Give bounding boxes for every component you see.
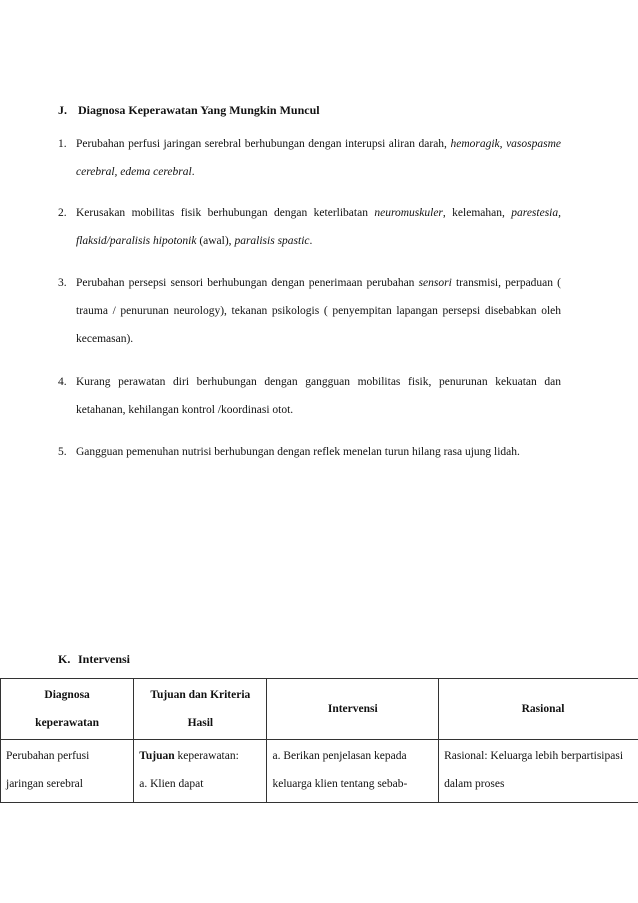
cell-intervensi-line2: keluarga klien tentang sebab- — [272, 778, 408, 790]
item-number: 3. — [58, 277, 67, 289]
cell-rasional-line2: dalam proses — [444, 778, 505, 790]
item-number: 2. — [58, 207, 67, 219]
header-rasional: Rasional — [439, 679, 638, 740]
italic-term: paralisis spastic — [234, 235, 310, 247]
text-run: . — [191, 166, 195, 178]
section-j-title: Diagnosa Keperawatan Yang Mungkin Muncul — [78, 103, 320, 117]
item-text — [76, 199, 561, 255]
header-intervensi: Intervensi — [267, 679, 439, 740]
header-diagnosa-line2: keperawatan — [35, 717, 100, 729]
item-text — [76, 130, 561, 186]
intervention-table — [0, 678, 638, 803]
diagnosis-item-4 — [58, 368, 561, 424]
cell-tujuan-line1 — [139, 742, 261, 770]
text-run: , kelemahan, — [442, 207, 512, 219]
header-diagnosa-line1: Diagnosa — [44, 689, 90, 701]
header-tujuan — [134, 679, 267, 740]
text-run: . — [309, 235, 313, 247]
text-run: (awal), — [196, 235, 235, 247]
italic-term: sensori — [418, 277, 452, 289]
section-j-heading — [58, 103, 320, 118]
diagnosis-item-5 — [58, 438, 561, 466]
cell-tujuan — [134, 740, 267, 803]
tujuan-bold-label: Tujuan — [139, 750, 175, 762]
italic-term: hemoragik, vasospasme cerebral, edema cerebral — [76, 138, 562, 178]
diagnosis-item-2 — [58, 199, 561, 255]
table-header-row — [1, 679, 638, 740]
header-diagnosa — [1, 679, 134, 740]
italic-term: neuromuskuler — [374, 207, 443, 219]
item-text — [76, 368, 561, 424]
text-run: transmisi, perpaduan ( trauma / penurunan neurology), tekanan psikologis ( penyempitan lapangan persepsi disebabkan oleh kecemasan). — [76, 277, 562, 345]
cell-diagnosa — [1, 740, 134, 803]
section-j-letter: J. — [58, 103, 67, 117]
tujuan-rest: keperawatan: — [174, 750, 239, 762]
cell-intervensi-line1: a. Berikan penjelasan kepada — [272, 750, 407, 762]
text-run: Kurang perawatan diri berhubungan dengan gangguan mobilitas fisik, penurunan kekuatan dan ketahanan, kehilangan kontrol /koordinasi otot. — [76, 376, 561, 416]
text-run: Perubahan persepsi sensori berhubungan dengan penerimaan perubahan — [76, 277, 419, 289]
item-text — [76, 269, 561, 353]
cell-rasional — [439, 740, 638, 803]
text-run: Perubahan perfusi jaringan serebral berhubungan dengan interupsi aliran darah, — [76, 138, 451, 150]
cell-rasional-line1: Rasional: Keluarga lebih berpartisipasi — [444, 750, 624, 762]
cell-intervensi — [267, 740, 439, 803]
diagnosis-item-3 — [58, 269, 561, 353]
italic-term: parestesia, flaksid/paralisis hipotonik — [76, 207, 561, 247]
text-run: Gangguan pemenuhan nutrisi berhubungan dengan reflek menelan turun hilang rasa ujung lidah. — [76, 446, 520, 458]
item-number: 1. — [58, 138, 67, 150]
section-k-heading — [58, 652, 130, 667]
item-text — [76, 438, 561, 466]
header-tujuan-line2: Hasil — [187, 717, 214, 729]
cell-diagnosa-line1: Perubahan perfusi — [6, 750, 90, 762]
cell-tujuan-line2: a. Klien dapat — [139, 778, 204, 790]
cell-diagnosa-line2: jaringan serebral — [6, 778, 83, 790]
item-number: 5. — [58, 446, 67, 458]
table-row — [1, 740, 638, 803]
item-number: 4. — [58, 376, 67, 388]
section-k-letter: K. — [58, 652, 71, 666]
header-tujuan-line1: Tujuan dan Kriteria — [150, 689, 251, 701]
text-run: Kerusakan mobilitas fisik berhubungan dengan keterlibatan — [76, 207, 375, 219]
section-k-title: Intervensi — [78, 652, 130, 666]
diagnosis-item-1 — [58, 130, 561, 186]
